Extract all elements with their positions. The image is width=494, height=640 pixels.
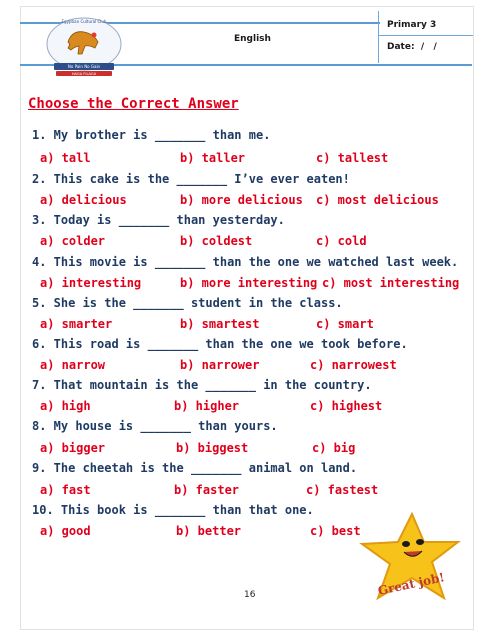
- option-b[interactable]: b) biggest: [176, 441, 249, 455]
- question-text: 9. The cheetah is the _______ animal on land.: [32, 461, 358, 475]
- option-c[interactable]: c) most interesting: [322, 276, 460, 290]
- question-text: 2. This cake is the _______ I’ve ever eaten!: [32, 172, 350, 186]
- option-c[interactable]: c) most delicious: [316, 193, 439, 207]
- grade-label: Primary 3: [387, 20, 437, 30]
- header-info-box: [378, 11, 473, 63]
- option-b[interactable]: b) coldest: [180, 234, 253, 248]
- info-divider: [379, 35, 473, 36]
- option-a[interactable]: a) fast: [40, 483, 91, 497]
- option-a[interactable]: a) narrow: [40, 358, 106, 372]
- option-b[interactable]: b) taller: [180, 151, 246, 165]
- question-text: 5. She is the _______ student in the class.: [32, 296, 343, 310]
- option-a[interactable]: a) high: [40, 399, 91, 413]
- option-b[interactable]: b) more interesting: [180, 276, 318, 290]
- option-a[interactable]: a) tall: [40, 151, 91, 165]
- option-b[interactable]: b) higher: [174, 399, 240, 413]
- subject-label: English: [234, 34, 271, 44]
- question-text: 4. This movie is _______ than the one we watched last week.: [32, 255, 459, 269]
- option-c[interactable]: c) big: [312, 441, 356, 455]
- logo-text-middle: No Pain No Gain: [67, 64, 101, 69]
- question-text: 3. Today is _______ than yesterday.: [32, 213, 285, 227]
- page-number: 16: [244, 590, 256, 600]
- page-title: Choose the Correct Answer: [28, 96, 239, 112]
- option-a[interactable]: a) delicious: [40, 193, 127, 207]
- option-c[interactable]: c) best: [310, 524, 361, 538]
- option-a[interactable]: a) good: [40, 524, 91, 538]
- option-c[interactable]: c) fastest: [306, 483, 379, 497]
- option-c[interactable]: c) highest: [310, 399, 383, 413]
- option-a[interactable]: a) interesting: [40, 276, 142, 290]
- option-c[interactable]: c) tallest: [316, 151, 389, 165]
- date-value: / /: [420, 42, 437, 52]
- question-text: 1. My brother is _______ than me.: [32, 128, 271, 142]
- option-a[interactable]: a) colder: [40, 234, 106, 248]
- logo-text-top: Egyptian Cultural Club: [61, 19, 107, 24]
- option-c[interactable]: c) smart: [316, 317, 374, 331]
- option-b[interactable]: b) more delicious: [180, 193, 303, 207]
- option-c[interactable]: c) cold: [316, 234, 367, 248]
- school-logo-icon: [44, 14, 124, 80]
- date-label: Date:: [387, 42, 415, 52]
- option-a[interactable]: a) smarter: [40, 317, 113, 331]
- question-text: 7. That mountain is the _______ in the country.: [32, 378, 372, 392]
- date-field[interactable]: [387, 42, 437, 52]
- logo-text-bottom: HAGA FILAGA: [71, 72, 97, 76]
- option-b[interactable]: b) better: [176, 524, 242, 538]
- option-b[interactable]: b) smartest: [180, 317, 260, 331]
- option-a[interactable]: a) bigger: [40, 441, 106, 455]
- sticker-text: Great job!: [376, 570, 446, 598]
- question-text: 10. This book is _______ than that one.: [32, 503, 314, 517]
- option-c[interactable]: c) narrowest: [310, 358, 397, 372]
- option-b[interactable]: b) faster: [174, 483, 240, 497]
- great-job-star-icon: [354, 512, 466, 606]
- question-text: 6. This road is _______ than the one we took before.: [32, 337, 408, 351]
- option-b[interactable]: b) narrower: [180, 358, 260, 372]
- question-text: 8. My house is _______ than yours.: [32, 419, 278, 433]
